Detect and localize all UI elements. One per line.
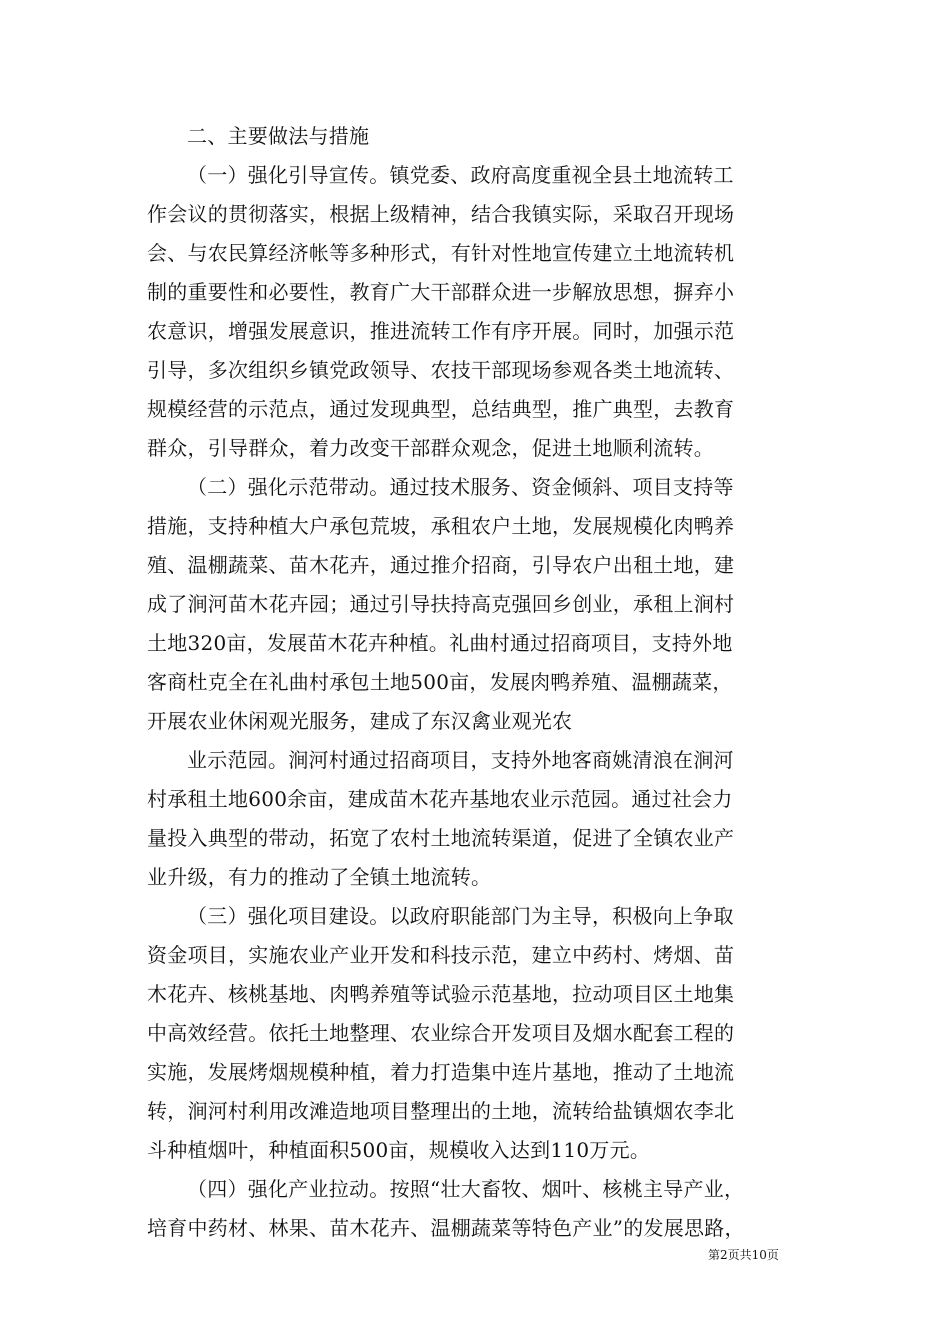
- paragraph-line: 资金项目，实施农业产业开发和科技示范，建立中药村、烤烟、苗: [147, 943, 735, 967]
- paragraph-line: 村承租土地600余亩，建成苗木花卉基地农业示范园。通过社会力: [147, 787, 733, 811]
- paragraph-line: 业升级，有力的推动了全镇土地流转。: [147, 865, 492, 889]
- paragraph-line: 引导，多次组织乡镇党政领导、农技干部现场参观各类土地流转、: [147, 358, 735, 382]
- paragraph-line: 斗种植烟叶，种植面积500亩，规模收入达到110万元。: [147, 1138, 651, 1162]
- paragraph-line: 措施，支持种植大户承包荒坡，承租农户土地，发展规模化肉鸭养: [147, 514, 735, 538]
- page-number-footer: 第2页共10页: [708, 1248, 779, 1262]
- paragraph-line: 量投入典型的带动，拓宽了农村土地流转渠道，促进了全镇农业产: [147, 826, 735, 850]
- paragraph-line: 业示范园。涧河村通过招商项目，支持外地客商姚清浪在涧河: [187, 748, 734, 772]
- paragraph-line: 木花卉、核桃基地、肉鸭养殖等试验示范基地，拉动项目区土地集: [147, 982, 735, 1006]
- paragraph-line: 作会议的贯彻落实，根据上级精神，结合我镇实际，采取召开现场: [147, 202, 735, 226]
- paragraph-line: 实施，发展烤烟规模种植，着力打造集中连片基地，推动了土地流: [147, 1060, 735, 1084]
- paragraph-line: 群众，引导群众，着力改变干部群众观念，促进土地顺利流转。: [147, 436, 714, 460]
- paragraph-line: 中高效经营。依托土地整理、农业综合开发项目及烟水配套工程的: [147, 1021, 735, 1045]
- paragraph-line: （二）强化示范带动。通过技术服务、资金倾斜、项目支持等: [187, 475, 734, 499]
- paragraph-line: 成了涧河苗木花卉园；通过引导扶持高克强回乡创业，承租上涧村: [147, 592, 735, 616]
- paragraph-line: （四）强化产业拉动。按照“壮大畜牧、烟叶、核桃主导产业，: [187, 1177, 745, 1201]
- paragraph-line: 土地320亩，发展苗木花卉种植。礼曲村通过招商项目，支持外地: [147, 631, 733, 655]
- paragraph-line: 转，涧河村利用改滩造地项目整理出的土地，流转给盐镇烟农李北: [147, 1099, 735, 1123]
- paragraph-line: 农意识，增强发展意识，推进流转工作有序开展。同时，加强示范: [147, 319, 735, 343]
- paragraph-line: （三）强化项目建设。以政府职能部门为主导，积极向上争取: [187, 904, 734, 928]
- paragraph-line: 制的重要性和必要性，教育广大干部群众进一步解放思想，摒弃小: [147, 280, 735, 304]
- section-heading: 二、主要做法与措施: [187, 124, 370, 148]
- paragraph-line: 开展农业休闲观光服务，建成了东汉禽业观光农: [147, 709, 573, 733]
- paragraph-line: 规模经营的示范点，通过发现典型，总结典型，推广典型，去教育: [147, 397, 735, 421]
- paragraph-line: 客商杜克全在礼曲村承包土地500亩，发展肉鸭养殖、温棚蔬菜，: [147, 670, 733, 694]
- paragraph-line: 会、与农民算经济帐等多种形式，有针对性地宣传建立土地流转机: [147, 241, 735, 265]
- paragraph-line: （一）强化引导宣传。镇党委、政府高度重视全县土地流转工: [187, 163, 734, 187]
- paragraph-line: 殖、温棚蔬菜、苗木花卉，通过推介招商，引导农户出租土地，建: [147, 553, 735, 577]
- paragraph-line: 培育中药材、林果、苗木花卉、温棚蔬菜等特色产业”的发展思路，: [147, 1216, 745, 1240]
